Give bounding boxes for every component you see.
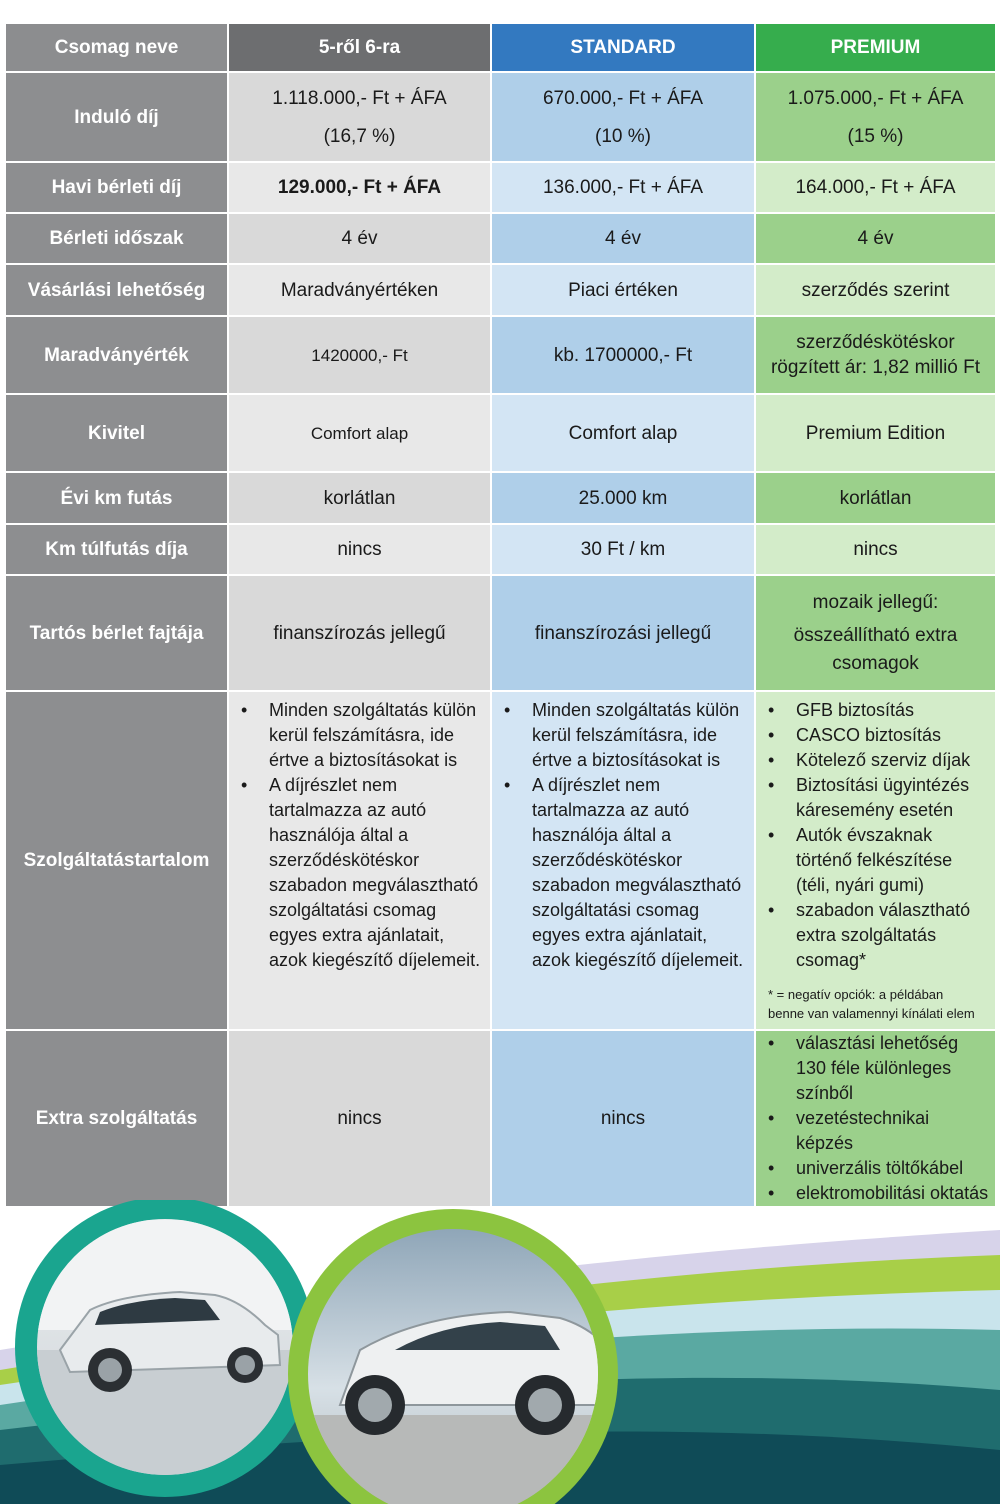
cell-standard: 4 év (491, 213, 755, 264)
comparison-table (6, 24, 995, 1208)
cell-5-6: finanszírozás jellegű (228, 575, 491, 691)
row-vasarlasi-lehetoseg (6, 264, 995, 316)
row-label: Vásárlási lehetőség (6, 264, 228, 316)
cell-premium (755, 72, 995, 162)
bullet-list (235, 698, 484, 973)
cell-standard: Comfort alap (491, 394, 755, 472)
row-label: Bérleti időszak (6, 213, 228, 264)
cell-5-6: Comfort alap (228, 394, 491, 472)
cell-percent: (10 %) (595, 125, 651, 147)
row-label: Induló díj (6, 72, 228, 162)
list-item: • A díjrészlet nem tartalmazza az autó használója által a szerződéskötéskor szabadon megválasztható szolgáltatási csomag egyes extra ajánlatait, azok kiegészítő díjelemeit. (532, 773, 748, 973)
car-photo-left (15, 1200, 315, 1497)
bullet-list (762, 1031, 989, 1206)
cell-line: rögzített ár: 1,82 millió Ft (770, 357, 981, 378)
list-item: • elektromobilitási oktatás (796, 1181, 989, 1206)
footnote-line: benne van valamennyi kínálati elem (768, 1006, 975, 1021)
cell-standard: 136.000,- Ft + ÁFA (491, 162, 755, 213)
cell-5-6: 129.000,- Ft + ÁFA (228, 162, 491, 213)
row-tartos-berlet-fajtaja (6, 575, 995, 691)
cell-price: 1.118.000,- Ft + ÁFA (272, 87, 447, 109)
list-item: • GFB biztosítás (796, 698, 989, 723)
row-havi-dij (6, 162, 995, 213)
footer-illustration (0, 1200, 1000, 1504)
row-label: Tartós bérlet fajtája (6, 575, 228, 691)
cell-premium (755, 691, 995, 1030)
row-label: Maradványérték (6, 316, 228, 394)
row-szolgaltatastartalom (6, 691, 995, 1030)
cell-premium: 4 év (755, 213, 995, 264)
cell-standard: kb. 1700000,- Ft (491, 316, 755, 394)
list-item: • választási lehetőség 130 féle különleges színből (796, 1031, 989, 1106)
cell-premium (755, 316, 995, 394)
cell-premium: 164.000,- Ft + ÁFA (755, 162, 995, 213)
cell-premium: Premium Edition (755, 394, 995, 472)
list-item: • Biztosítási ügyintézés káresemény esetén (796, 773, 989, 823)
row-maradvanyertek (6, 316, 995, 394)
cell-line: összeállítható extra (793, 625, 958, 646)
list-item: • CASCO biztosítás (796, 723, 989, 748)
row-label: Km túlfutás díja (6, 524, 228, 575)
cell-standard: Piaci értéken (491, 264, 755, 316)
list-item: • Minden szolgáltatás külön kerül felszámításra, ide értve a biztosításokat is (269, 698, 484, 773)
cell-5-6: 4 év (228, 213, 491, 264)
bullet-list (762, 698, 989, 973)
row-kivitel (6, 394, 995, 472)
cell-standard: 25.000 km (491, 472, 755, 524)
cell-5-6: nincs (228, 524, 491, 575)
cell-5-6 (228, 72, 491, 162)
cell-5-6: korlátlan (228, 472, 491, 524)
car-photo-right (288, 1209, 622, 1504)
cell-5-6: 1420000,- Ft (228, 316, 491, 394)
cell-premium: nincs (755, 524, 995, 575)
cell-premium (755, 575, 995, 691)
row-extra-szolgaltatas (6, 1030, 995, 1207)
cell-line: mozaik jellegű: (812, 592, 939, 613)
list-item: • vezetéstechnikai képzés (796, 1106, 989, 1156)
header-label: Csomag neve (6, 24, 228, 72)
cell-standard (491, 72, 755, 162)
list-item: • Autók évszaknak történő felkészítése (téli, nyári gumi) (796, 823, 989, 898)
cell-5-6: nincs (228, 1030, 491, 1207)
cell-price: 670.000,- Ft + ÁFA (542, 87, 703, 109)
row-km-tulfutas (6, 524, 995, 575)
cell-premium: szerződés szerint (755, 264, 995, 316)
row-berleti-idoszak (6, 213, 995, 264)
cell-line: szerződéskötéskor (796, 332, 955, 353)
cell-5-6 (228, 691, 491, 1030)
cell-percent: (15 %) (847, 125, 904, 147)
list-item: • Minden szolgáltatás külön kerül felszámításra, ide értve a biztosításokat is (532, 698, 748, 773)
cell-percent: (16,7 %) (323, 125, 396, 147)
row-label: Szolgáltatástartalom (6, 691, 228, 1030)
cell-premium: korlátlan (755, 472, 995, 524)
header-package-5-6: 5-ről 6-ra (228, 24, 491, 72)
row-label: Évi km futás (6, 472, 228, 524)
row-indulo-dij (6, 72, 995, 162)
list-item: • szabadon választható extra szolgáltatás csomag* (796, 898, 989, 973)
cell-standard (491, 691, 755, 1030)
row-label: Extra szolgáltatás (6, 1030, 228, 1207)
header-package-premium: PREMIUM (755, 24, 995, 72)
list-item: • A díjrészlet nem tartalmazza az autó használója által a szerződéskötéskor szabadon megválasztható szolgáltatási csomag egyes extra ajánlatait, azok kiegészítő díjelemeit. (269, 773, 484, 973)
list-item: • Kötelező szerviz díjak (796, 748, 989, 773)
list-item: • univerzális töltőkábel (796, 1156, 989, 1181)
row-label: Kivitel (6, 394, 228, 472)
bullet-list (498, 698, 748, 973)
footnote (768, 985, 989, 1023)
cell-standard: finanszírozási jellegű (491, 575, 755, 691)
cell-standard: 30 Ft / km (491, 524, 755, 575)
cell-line: csomagok (832, 653, 919, 674)
cell-price: 1.075.000,- Ft + ÁFA (787, 87, 964, 109)
header-package-standard: STANDARD (491, 24, 755, 72)
cell-5-6: Maradványértéken (228, 264, 491, 316)
cell-premium (755, 1030, 995, 1207)
row-evi-km-futas (6, 472, 995, 524)
footnote-line: * = negatív opciók: a példában (768, 987, 944, 1002)
cell-standard: nincs (491, 1030, 755, 1207)
row-label: Havi bérleti díj (6, 162, 228, 213)
header-row (6, 24, 995, 72)
